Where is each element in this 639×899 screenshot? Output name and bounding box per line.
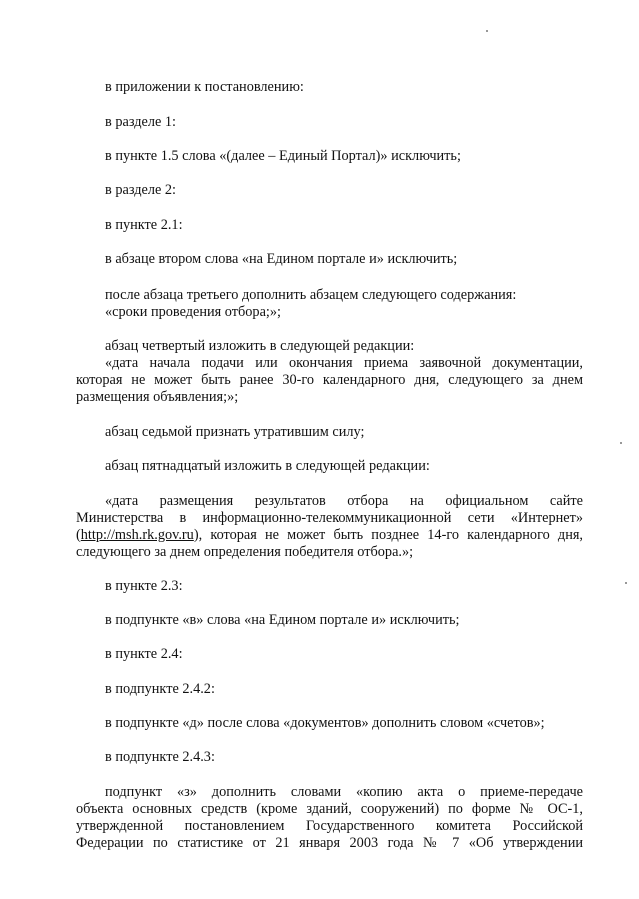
text-line: абзац четвертый изложить в следующей редакции: [105,338,415,354]
text-line: в разделе 2: [105,182,177,198]
text-line: размещения объявления;»; [76,389,239,405]
text-fragment: ( [76,527,81,543]
scan-speck [625,582,627,584]
text-line: в пункте 1.5 слова «(далее – Единый Портал)» исключить; [105,148,461,164]
text-line: «сроки проведения отбора;»; [105,304,282,320]
text-line: абзац пятнадцатый изложить в следующей редакции: [105,458,430,474]
text-line: «дата начала подачи или окончания приема заявочной документации, [105,355,583,371]
text-line: в подпункте 2.4.2: [105,681,215,697]
text-line: «дата размещения результатов отбора на официальном сайте [105,493,583,509]
text-line: в разделе 1: [105,114,177,130]
text-line: объекта основных средств (кроме зданий, сооружений) по форме № ОС-1, [76,801,583,817]
scan-speck [486,30,488,32]
text-line: в подпункте 2.4.3: [105,749,215,765]
scan-speck [620,442,622,444]
text-line: в пункте 2.1: [105,217,183,233]
text-line: утвержденной постановлением Государственного комитета Российской [76,818,583,834]
text-line-with-link [76,527,583,544]
text-line: в пункте 2.3: [105,578,183,594]
ministry-site-link[interactable]: http://msh.rk.gov.ru [80,527,194,543]
text-fragment: ), которая не может быть позднее 14-го календарного дня, [193,527,583,543]
text-line: в подпункте «д» после слова «документов» дополнить словом «счетов»; [105,715,545,731]
text-line: в подпункте «в» слова «на Едином портале и» исключить; [105,612,460,628]
text-line: которая не может быть ранее 30-го календарного дня, следующего за днем [76,372,583,388]
text-line: подпункт «з» дополнить словами «копию акта о приеме-передаче [105,784,583,800]
text-line: следующего за днем определения победителя отбора.»; [76,544,414,560]
text-line: в пункте 2.4: [105,646,183,662]
text-line: в приложении к постановлению: [105,79,304,95]
text-line: Федерации по статистике от 21 января 2003 года № 7 «Об утверждении [76,835,583,851]
text-line: Министерства в информационно-телекоммуникационной сети «Интернет» [76,510,583,526]
text-line: после абзаца третьего дополнить абзацем следующего содержания: [105,287,517,303]
text-line: в абзаце втором слова «на Едином портале и» исключить; [105,251,458,267]
text-line: абзац седьмой признать утратившим силу; [105,424,365,440]
